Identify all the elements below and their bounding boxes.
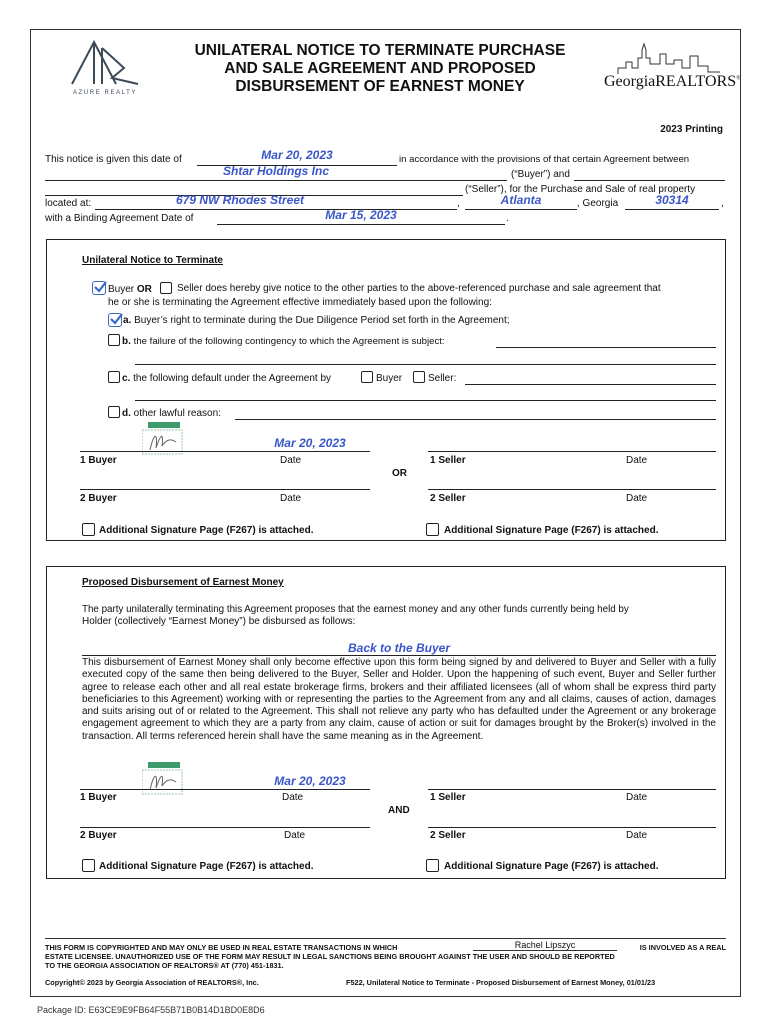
option-c-line-2[interactable] xyxy=(135,400,716,401)
disb-seller2-label: 2 Seller xyxy=(430,830,466,841)
azure-realty-logo-text: AZURE REALTY xyxy=(72,90,138,96)
azure-realty-logo-mark-icon xyxy=(64,38,146,86)
footer-line-2: ESTATE LICENSEE. UNAUTHORIZED USE OF THE FORM MAY RESULT IN LEGAL SANCTIONS BEING BROUGHT AGAINST THE USER AND SHOULD BE REPORTED xyxy=(45,952,615,961)
proposal-value: Back to the Buyer xyxy=(347,641,451,655)
buyer-signature-stamp xyxy=(142,422,179,450)
city-value: Atlanta xyxy=(500,193,542,207)
signature-or-label: OR xyxy=(392,468,407,479)
option-b-line-2[interactable] xyxy=(135,364,716,365)
disb-seller1-date-label: Date xyxy=(626,792,648,803)
notice-buyer-addl-sig-label: Additional Signature Page (F267) is attached. xyxy=(99,525,314,536)
option-a-text: Buyer’s right to terminate during the Due Diligence Period set forth in the Agreement; xyxy=(134,315,510,326)
option-a-checkbox[interactable] xyxy=(108,313,122,327)
disb-seller-addl-sig-checkbox[interactable] xyxy=(426,859,439,872)
footer-line-3: TO THE GEORGIA ASSOCIATION OF REALTORS® AT (770) 451-1831. xyxy=(45,960,284,970)
disb-buyer1-date-label: Date xyxy=(282,792,304,803)
checkmark-icon xyxy=(108,311,124,327)
buyer-checkbox[interactable] xyxy=(92,281,106,295)
option-b-checkbox[interactable] xyxy=(108,334,120,346)
disbursement-sign-date: Mar 20, 2023 xyxy=(274,774,346,788)
notice-buyer-addl-sig-checkbox[interactable] xyxy=(82,523,95,536)
zip-line xyxy=(625,209,719,210)
address-value: 679 NW Rhodes Street xyxy=(175,193,305,207)
buyer-name-value: Shtar Holdings Inc xyxy=(222,164,329,178)
default-seller-checkbox[interactable] xyxy=(413,371,425,383)
georgia-realtors-logo xyxy=(604,42,741,104)
proposal-line[interactable] xyxy=(82,655,716,656)
seller2-date-label: Date xyxy=(626,493,648,504)
disb-seller1-signature-line[interactable] xyxy=(428,789,716,790)
binding-date-label: with a Binding Agreement Date of xyxy=(45,213,194,224)
option-d xyxy=(122,408,221,419)
intro-given-label: This notice is given this date of xyxy=(45,154,182,165)
signature-and-label: AND xyxy=(388,805,410,816)
option-c-checkbox[interactable] xyxy=(108,371,120,383)
footer-form-id: F522, Unilateral Notice to Terminate - Proposed Disbursement of Earnest Money, 01/01/23 xyxy=(346,978,656,987)
buyer-and-label: (“Buyer”) and xyxy=(511,169,570,180)
seller-name-line-start xyxy=(574,180,725,181)
buyer2-date-label: Date xyxy=(280,493,302,504)
option-b-line-1[interactable] xyxy=(496,347,716,348)
atlanta-skyline-icon xyxy=(604,42,734,76)
address-comma: , xyxy=(457,198,460,209)
azure-realty-logo xyxy=(64,38,146,98)
form-title-line-1: UNILATERAL NOTICE TO TERMINATE PURCHASE xyxy=(194,42,566,59)
option-c xyxy=(122,373,331,384)
footer-copyright: Copyright© 2023 by Georgia Association of REALTORS®, Inc. xyxy=(45,978,259,987)
georgia-realtors-wordmark: GeorgiaREALTORS xyxy=(604,73,737,90)
signature-icon xyxy=(142,762,186,796)
georgia-label: , Georgia xyxy=(577,198,619,209)
disb-seller2-signature-line[interactable] xyxy=(428,827,716,828)
disbursement-intro-2: Holder (collectively “Earnest Money”) be disbursed as follows: xyxy=(82,616,356,627)
disb-seller-addl-sig-label: Additional Signature Page (F267) is attached. xyxy=(444,861,659,872)
footer-rule xyxy=(45,938,726,939)
seller1-date-label: Date xyxy=(626,455,648,466)
form-title xyxy=(160,42,600,96)
notice-main-line-2: he or she is terminating the Agreement effective immediately based upon the following: xyxy=(108,297,492,308)
option-b xyxy=(122,336,445,347)
seller-purchase-label: (“Seller”), for the Purchase and Sale of real property xyxy=(465,184,696,195)
binding-date-value: Mar 15, 2023 xyxy=(325,208,397,222)
notice-sign-date: Mar 20, 2023 xyxy=(274,436,346,450)
option-c-line-1[interactable] xyxy=(465,384,716,385)
seller-checkbox[interactable] xyxy=(160,282,172,294)
footer-copyright-notice xyxy=(45,940,726,970)
located-at-label: located at: xyxy=(45,198,92,209)
licensee-name: Rachel Lipszyc xyxy=(473,941,617,951)
binding-date-period: . xyxy=(506,213,509,224)
option-c-label: c. xyxy=(122,373,131,384)
buyer1-date-label: Date xyxy=(280,455,302,466)
disb-buyer1-label: 1 Buyer xyxy=(80,792,117,803)
form-title-line-3: DISBURSEMENT OF EARNEST MONEY xyxy=(235,78,525,95)
buyer2-signature-line[interactable] xyxy=(80,489,370,490)
disb-buyer1-signature-line[interactable] xyxy=(80,789,370,790)
default-buyer-label: Buyer xyxy=(376,373,403,384)
disb-buyer2-signature-line[interactable] xyxy=(80,827,370,828)
buyer-name-line xyxy=(45,180,507,181)
option-d-line[interactable] xyxy=(235,419,716,420)
zip-value: 30314 xyxy=(655,193,689,207)
default-buyer-checkbox[interactable] xyxy=(361,371,373,383)
disbursement-heading: Proposed Disbursement of Earnest Money xyxy=(82,577,284,588)
option-d-text: other lawful reason: xyxy=(133,408,221,419)
footer-line-1 xyxy=(45,940,726,953)
disbursement-intro-1: The party unilaterally terminating this Agreement proposes that the earnest money and any other funds currently being held by xyxy=(82,604,629,615)
buyer2-label: 2 Buyer xyxy=(80,493,117,504)
buyer1-signature-line[interactable] xyxy=(80,451,370,452)
or-label: OR xyxy=(136,284,152,295)
option-b-text: the failure of the following contingency to which the Agreement is subject: xyxy=(133,336,445,347)
buyer1-label: 1 Buyer xyxy=(80,455,117,466)
notice-date-value: Mar 20, 2023 xyxy=(261,148,333,162)
zip-comma: , xyxy=(721,198,724,209)
option-b-label: b. xyxy=(122,336,131,347)
seller2-label: 2 Seller xyxy=(430,493,466,504)
seller1-signature-line[interactable] xyxy=(428,451,716,452)
notice-seller-addl-sig-checkbox[interactable] xyxy=(426,523,439,536)
footer-line-1-start: THIS FORM IS COPYRIGHTED AND MAY ONLY BE USED IN REAL ESTATE TRANSACTIONS IN WHICH xyxy=(45,943,398,952)
option-d-checkbox[interactable] xyxy=(108,406,120,418)
option-d-label: d. xyxy=(122,408,131,419)
disb-buyer2-date-label: Date xyxy=(284,830,306,841)
notice-main-line-1: Seller does hereby give notice to the other parties to the above-referenced purchase and sale agreement that xyxy=(177,283,661,294)
form-title-line-2: AND SALE AGREEMENT AND PROPOSED xyxy=(224,60,536,77)
option-a xyxy=(123,315,510,326)
checkmark-icon xyxy=(92,279,108,295)
seller2-signature-line[interactable] xyxy=(428,489,716,490)
disb-seller1-label: 1 Seller xyxy=(430,792,466,803)
disbursement-buyer-signature-stamp xyxy=(142,762,179,790)
buyer-label: Buyer xyxy=(108,284,135,295)
intro-provisions-label: in accordance with the provisions of that certain Agreement between xyxy=(399,154,690,165)
georgia-realtors-logo-text: GeorgiaREALTORS® xyxy=(604,73,741,90)
option-a-label: a. xyxy=(123,315,132,326)
notice-heading: Unilateral Notice to Terminate xyxy=(82,255,223,266)
disbursement-body: This disbursement of Earnest Money shall only become effective upon this form being signed by and delivered to Buyer and Seller with a fully executed copy of the same then being delivered to the Buyer, Seller and Holder. Upon the happening of such event, Buyer and Seller further agree to release each other and all real estate brokerage firms, brokers and their affiliated licensees (all of whom shall be express third party beneficiaries to this Agreement) working with or representing the parties to the Agreement from any and all claims, causes of action, damages and suits arising out of or related to the Agreement. This shall not relieve any party who has defaulted under the Agreement or any brokerage engagement agreement to which they are a party from any claim, cause of action or suit for damages brought by the Broker(s) involved in the transaction. All terms referenced herein shall have the same meaning as in the Agreement. xyxy=(82,657,716,742)
intro-line-5 xyxy=(45,208,725,226)
disb-buyer2-label: 2 Buyer xyxy=(80,830,117,841)
notice-seller-addl-sig-label: Additional Signature Page (F267) is attached. xyxy=(444,525,659,536)
disb-buyer-addl-sig-checkbox[interactable] xyxy=(82,859,95,872)
disb-buyer-addl-sig-label: Additional Signature Page (F267) is attached. xyxy=(99,861,314,872)
intro-line-2 xyxy=(45,164,725,182)
disb-seller2-date-label: Date xyxy=(626,830,648,841)
option-c-text: the following default under the Agreement by xyxy=(133,373,332,384)
seller1-label: 1 Seller xyxy=(430,455,466,466)
footer-line-1-end: IS INVOLVED AS A REAL xyxy=(639,943,726,952)
binding-date-line xyxy=(217,224,505,225)
printing-year: 2023 Printing xyxy=(660,124,723,135)
package-id: Package ID: E63CE9E9FB64F55B71B0B14D1BD0E8D6 xyxy=(37,1005,265,1015)
default-seller-label: Seller: xyxy=(428,373,457,384)
